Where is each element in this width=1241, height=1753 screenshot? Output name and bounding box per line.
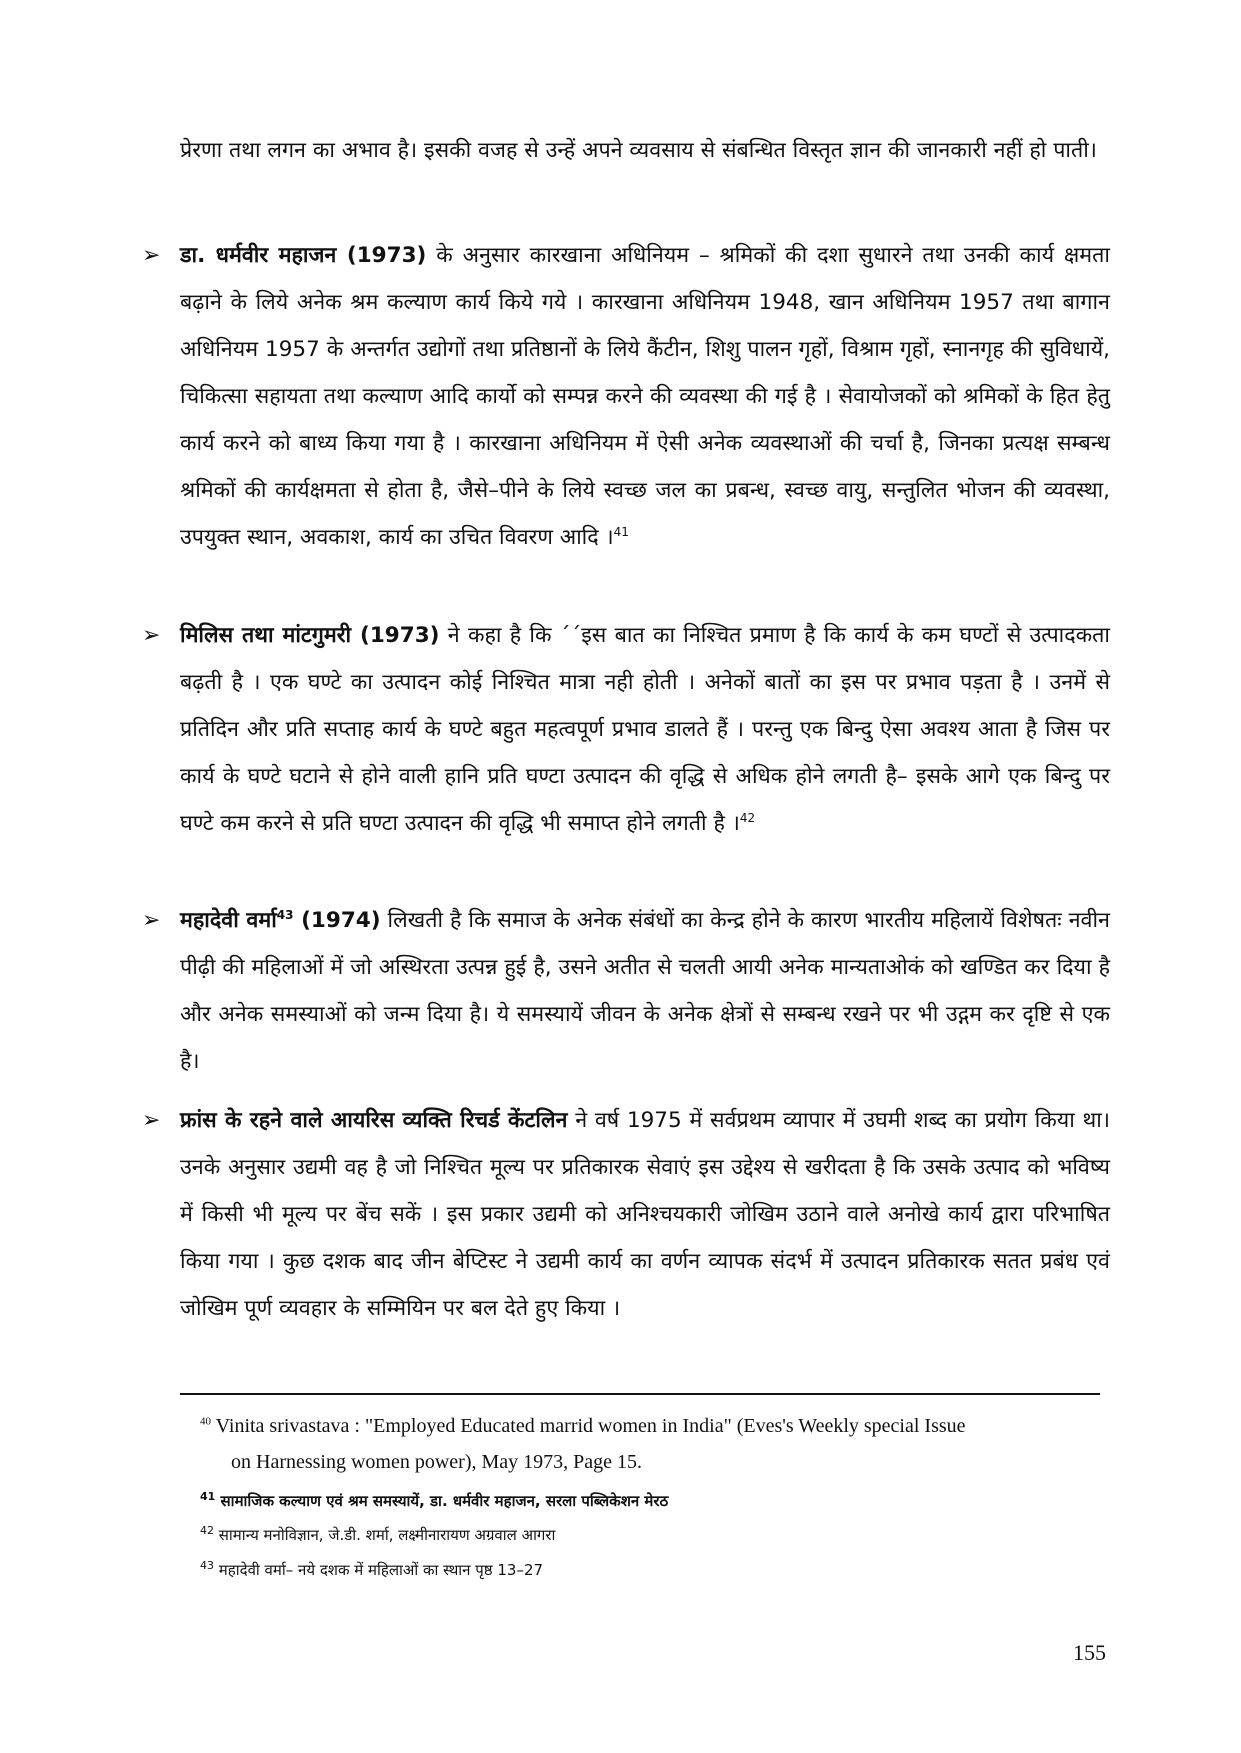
arrow-bullet-icon: ➢ xyxy=(142,243,161,268)
arrow-bullet-icon: ➢ xyxy=(142,1108,161,1133)
bullet-paragraph-cantillon xyxy=(142,1097,1110,1332)
bullet-lead: फ्रांस के रहने वाले आयरिस व्यक्ति रिचर्ड केंटलिन xyxy=(180,1108,568,1133)
bullet-paragraph-mahajan xyxy=(142,232,1110,561)
footnote-ref: 43 xyxy=(276,907,294,922)
footnote-text: महादेवी वर्मा– नये दशक में महिलाओं का स्थान पृष्ठ 13–27 xyxy=(218,1561,544,1579)
bullet-text: ने वर्ष 1975 में सर्वप्रथम व्यापार में उघमी शब्द का प्रयोग किया था। उनके अनुसार उद्यमी वह है जो निश्चित मूल्य पर प्रतिकारक सेवाएं इस उद्देश्य से खरीदता है कि उसके उत्पाद को भविष्य में किसी भी मूल्य पर बेंच सकें । इस प्रकार उद्यमी को अनिश्चयकारी जोखिम उठाने वाले अनोखे कार्य द्वारा परिभाषित किया गया । कुछ दशक बाद जीन बेप्टिस्ट ने उद्यमी कार्य का वर्णन व्यापक संदर्भ में उत्पादन प्रतिकारक सतत प्रबंध एवं जोखिम पूर्ण व्यवहार के सम्मियिन पर बल देते हुए किया । xyxy=(180,1108,1110,1321)
footnote-43 xyxy=(200,1559,1090,1581)
footnote-42 xyxy=(200,1524,1090,1546)
bullet-lead: मिलिस तथा मांटगुमरी (1973) xyxy=(180,623,440,648)
footnote-number: 43 xyxy=(200,1559,214,1572)
bullet-text: के अनुसार कारखाना अधिनियम – श्रमिकों की दशा सुधारने तथा उनकी कार्य क्षमता बढ़ाने के लिये अनेक श्रम कल्याण कार्य किये गये । कारखाना अधिनियम 1948, खान अधिनियम 1957 तथा बागान अधिनियम 1957 के अन्तर्गत उद्योगों तथा प्रतिष्ठानों के लिये कैंटीन, शिशु पालन गृहों, विश्राम गृहों, स्नानगृह की सुविधायें, चिकित्सा सहायता तथा कल्याण आदि कार्यो को सम्पन्न करने की व्यवस्था की गई है । सेवायोजकों को श्रमिकों के हित हेतु कार्य करने को बाध्य किया गया है । कारखाना अधिनियम में ऐसी अनेक व्यवस्थाओं की चर्चा है, जिनका प्रत्यक्ष सम्बन्ध श्रमिकों की कार्यक्षमता से होता है, जैसे–पीने के लिये स्वच्छ जल का प्रबन्ध, स्वच्छ वायु, सन्तुलित भोजन की व्यवस्था, उपयुक्त स्थान, अवकाश, कार्य का उचित विवरण आदि । xyxy=(180,243,1110,550)
footnote-divider xyxy=(180,1393,1100,1395)
bullet-paragraph-millis xyxy=(142,612,1110,847)
footnote-ref: 41 xyxy=(613,524,629,539)
arrow-bullet-icon: ➢ xyxy=(142,908,161,933)
bullet-text: लिखती है कि समाज के अनेक संबंधों का केन्द्र होने के कारण भारतीय महिलायें विशेषतः नवीन पीढ़ी की महिलाओं में जो अस्थिरता उत्पन्न हुई है, उसने अतीत से चलती आयी अनेक मान्यताओकं को खण्डित कर दिया है और अनेक समस्याओं को जन्म दिया है। ये समस्यायें जीवन के अनेक क्षेत्रों से सम्बन्ध रखने पर भी उद्गम कर दृष्टि से एक है। xyxy=(180,908,1110,1074)
footnote-text: Vinita srivastava : "Employed Educated marrid women in India" (Eves's Weekly special Issue xyxy=(215,1415,966,1437)
bullet-paragraph-mahadevi xyxy=(142,897,1110,1085)
bullet-lead: महादेवी वर्मा xyxy=(180,908,277,933)
arrow-bullet-icon: ➢ xyxy=(142,623,161,648)
bullet-text: ने कहा है कि ´´इस बात का निश्चित प्रमाण है कि कार्य के कम घण्टों से उत्पादकता बढ़ती है । एक घण्टे का उत्पादन कोई निश्चित मात्रा नही होती । अनेकों बातों का इस पर प्रभाव पड़ता है । उनमें से प्रतिदिन और प्रति सप्ताह कार्य के घण्टे बहुत महत्वपूर्ण प्रभाव डालते हैं । परन्तु एक बिन्दु ऐसा अवश्य आता है जिस पर कार्य के घण्टे घटाने से होने वाली हानि प्रति घण्टा उत्पादन की वृद्धि से अधिक होने लगती है– इसके आगे एक बिन्दु पर घण्टे कम करने से प्रति घण्टा उत्पादन की वृद्धि भी समाप्त होने लगती है । xyxy=(180,623,1110,836)
footnote-text: सामान्य मनोविज्ञान, जे.डी. शर्मा, लक्ष्मीनारायण अग्रवाल आगरा xyxy=(218,1526,556,1544)
footnote-text: सामाजिक कल्याण एवं श्रम समस्यायें, डा. धर्मवीर महाजन, सरला पब्लिकेशन मेरठ xyxy=(220,1492,669,1510)
bullet-lead: डा. धर्मवीर महाजन (1973) xyxy=(180,243,427,268)
footnote-40 xyxy=(200,1408,1090,1480)
footnote-41 xyxy=(200,1490,1090,1512)
footnote-number: 40 xyxy=(200,1415,211,1428)
bullet-lead-year: (1974) xyxy=(293,908,381,933)
footnote-text-continued: on Harnessing women power), May 1973, Page 15. xyxy=(231,1451,643,1473)
page-number: 155 xyxy=(1073,1640,1106,1665)
footnote-ref: 42 xyxy=(739,810,756,825)
footnote-number: 41 xyxy=(200,1490,216,1503)
footnote-number: 42 xyxy=(200,1524,214,1537)
intro-paragraph: प्रेरणा तथा लगन का अभाव है। इसकी वजह से उन्हें अपने व्यवसाय से संबन्धित विस्तृत ज्ञान की जानकारी नहीं हो पाती। xyxy=(180,138,1097,163)
